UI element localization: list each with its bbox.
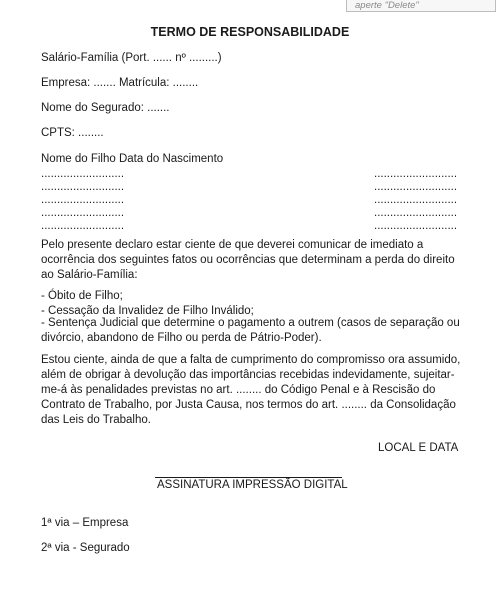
child-name-row: .......................... — [41, 207, 125, 219]
copy-first-label: 1ª via – Empresa — [41, 517, 129, 529]
child-date-row: .......................... — [374, 194, 458, 206]
child-date-row: .......................... — [374, 220, 458, 232]
awareness-paragraph: Estou ciente, ainda de que a falta de cumprimento do compromisso ora assumido, além de obrigar à devolução das importâncias recebidas indevidamente, sujeitar-me-á às penalidades previstas no art. ........ do Código Penal e à Rescisão do Contrato de Trabalho, por Justa Causa, nos termos do art. ........ da Consolidação das Leis do Trabalho. — [41, 354, 461, 426]
nome-segurado-field: Nome do Segurado: ....... — [41, 102, 170, 114]
declaration-paragraph: Pelo presente declaro estar ciente de que deverei comunicar de imediato a ocorrência dos seguintes fatos ou ocorrências que determinam a perda do direito ao Salário-Família: — [41, 239, 455, 281]
occurrence-item: - Cessação da Invalidez de Filho Inválido; — [41, 305, 254, 317]
delete-hint-text: aperte "Delete" — [355, 0, 419, 11]
document-title: TERMO DE RESPONSABILIDADE — [150, 25, 350, 39]
local-date-label: LOCAL E DATA — [378, 442, 459, 454]
child-name-row: .......................... — [41, 194, 125, 206]
signature-label: ASSINATURA IMPRESSÃO DIGITAL — [157, 479, 348, 491]
child-name-row: .......................... — [41, 220, 125, 232]
occurrence-item: - Óbito de Filho; — [41, 290, 123, 302]
cpts-field: CPTS: ........ — [41, 127, 104, 139]
empresa-matricula-field: Empresa: ....... Matrícula: ........ — [41, 77, 199, 89]
child-name-row: .......................... — [41, 168, 125, 180]
child-date-row: .......................... — [374, 168, 458, 180]
delete-hint-tooltip — [346, 0, 496, 12]
children-table-header: Nome do Filho Data do Nascimento — [41, 153, 224, 165]
child-date-row: .......................... — [374, 181, 458, 193]
salario-familia-field: Salário-Família (Port. ...... nº .........) — [41, 52, 222, 64]
occurrence-item: - Sentença Judicial que determine o pagamento a outrem (casos de separação ou divórcio, abandono de Filho ou perda de Pátrio-Poder). — [41, 317, 460, 344]
copy-second-label: 2ª via - Segurado — [41, 542, 130, 554]
child-date-row: .......................... — [374, 207, 458, 219]
child-name-row: .......................... — [41, 181, 125, 193]
